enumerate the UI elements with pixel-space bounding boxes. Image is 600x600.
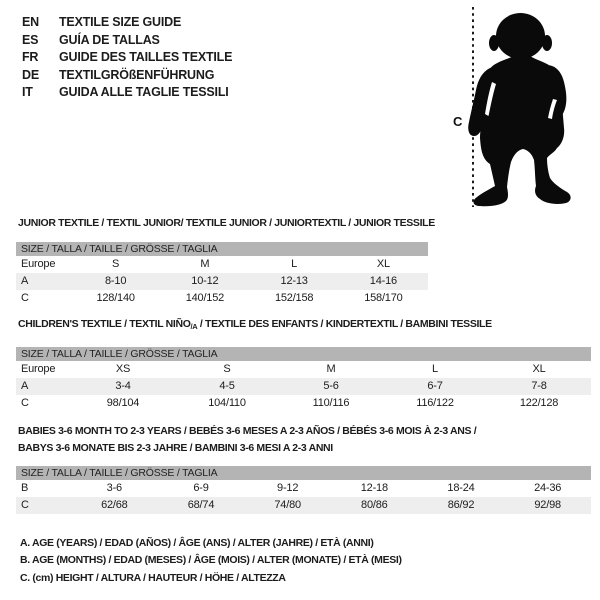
height-cell: 140/152 [185, 292, 225, 304]
size-header-row: SIZE / TALLA / TAILLE / GRÖSSE / TAGLIA [16, 347, 591, 361]
lang-code-en: EN [22, 15, 39, 29]
height-cell: 98/104 [106, 397, 140, 409]
size-header-row: SIZE / TALLA / TAILLE / GRÖSSE / TAGLIA [16, 242, 428, 256]
age-cell: 9-12 [277, 482, 299, 494]
lang-code-it: IT [22, 85, 33, 100]
footnote-b: B. AGE (MONTHS) / EDAD (MESES) / ÂGE (MOIS) / ALTER (MONATE) / ETÀ (MESI) [20, 554, 402, 567]
table-row-age [16, 378, 591, 395]
children-section-title [18, 318, 492, 331]
height-cell: 104/110 [208, 397, 246, 409]
row-label: A [21, 380, 29, 392]
age-cell: 4-5 [219, 380, 235, 392]
table-row-age-months [16, 480, 591, 497]
babies-title-line2: BABYS 3-6 MONATE BIS 2-3 JAHRE / BAMBINI 3-6 MESI A 2-3 ANNI [18, 442, 333, 454]
junior-size-table [16, 242, 428, 307]
height-cell: 122/128 [519, 397, 559, 409]
age-cell: 8-10 [105, 275, 127, 287]
height-cell: 92/98 [534, 499, 561, 511]
row-label: B [21, 482, 29, 494]
junior-section-title: JUNIOR TEXTILE / TEXTIL JUNIOR/ TEXTILE JUNIOR / JUNIORTEXTIL / JUNIOR TESSILE [18, 217, 435, 229]
lang-code-de: DE [22, 67, 39, 82]
size-cell: M [200, 258, 210, 270]
age-cell: 3-4 [115, 380, 131, 392]
row-label: Europe [21, 258, 56, 270]
height-cell: 68/74 [187, 499, 215, 511]
lang-text-it: GUIDA ALLE TAGLIE TESSILI [59, 85, 229, 100]
height-cell: 62/68 [101, 499, 128, 511]
table-row-height [16, 497, 591, 514]
row-label: Europe [21, 363, 56, 375]
table-row-europe [16, 256, 428, 273]
size-cell: XL [376, 258, 390, 270]
size-header-row: SIZE / TALLA / TAILLE / GRÖSSE / TAGLIA [16, 466, 591, 480]
lang-text-de: TEXTILGRÖßENFÜHRUNG [59, 67, 215, 82]
age-cell: 6-7 [427, 380, 443, 392]
lang-text-fr: GUIDE DES TAILLES TEXTILE [59, 50, 233, 65]
footnotes [20, 535, 402, 587]
height-cell: 116/122 [416, 397, 454, 409]
age-cell: 7-8 [531, 380, 547, 392]
height-cell: 80/86 [361, 499, 388, 511]
children-title-suffix: / TEXTILE DES ENFANTS / KINDERTEXTIL / BAMBINI TESSILE [197, 318, 492, 330]
row-label: C [21, 292, 29, 304]
lang-code-fr: FR [22, 50, 39, 65]
age-cell: 12-18 [360, 482, 388, 494]
row-label: C [21, 397, 29, 409]
height-cell: 74/80 [274, 499, 301, 511]
footnote-a: A. AGE (YEARS) / EDAD (AÑOS) / ÂGE (ANS) / ALTER (JAHRE) / ETÀ (ANNI) [20, 537, 374, 549]
age-cell: 3-6 [106, 482, 122, 494]
age-cell: 24-36 [534, 482, 562, 494]
size-cell: M [326, 363, 336, 375]
age-cell: 6-9 [193, 482, 209, 494]
babies-size-table [16, 466, 591, 514]
footnote-c: C. (cm) HEIGHT / ALTURA / HAUTEUR / HÖHE / ALTEZZA [20, 571, 286, 584]
height-cell: 128/140 [96, 292, 135, 304]
children-size-table [16, 347, 591, 412]
height-cell: 152/158 [274, 292, 314, 304]
baby-figure [440, 4, 585, 211]
children-title-prefix: CHILDREN'S TEXTILE / TEXTIL NIÑO [18, 318, 191, 330]
age-cell: 5-6 [323, 380, 339, 392]
height-cell: 158/170 [364, 292, 403, 304]
row-label: A [21, 275, 29, 287]
table-row-age [16, 273, 428, 290]
lang-text-en: TEXTILE SIZE GUIDE [59, 15, 182, 29]
age-cell: 18-24 [447, 482, 475, 494]
size-cell: XL [532, 363, 546, 375]
lang-text-es: GUÍA DE TALLAS [59, 32, 160, 47]
height-cell: 86/92 [447, 499, 475, 511]
baby-silhouette-svg [440, 4, 585, 211]
babies-title-line1: BABIES 3-6 MONTH TO 2-3 YEARS / BEBÉS 3-6 MESES A 2-3 AÑOS / BÉBÉS 3-6 MOIS À 2-3 ANS / [18, 425, 477, 437]
age-cell: 14-16 [369, 275, 397, 287]
size-cell: S [112, 258, 120, 270]
age-cell: 10-12 [191, 275, 219, 287]
toddler-silhouette [468, 13, 570, 206]
size-cell: L [432, 363, 438, 375]
size-cell: S [223, 363, 231, 375]
height-cell: 110/116 [312, 397, 350, 409]
language-header [22, 14, 232, 102]
babies-section-title [18, 423, 476, 457]
size-cell: XS [115, 363, 131, 375]
children-title-sub: /A [190, 322, 198, 331]
size-cell: L [291, 258, 298, 270]
table-row-europe [16, 361, 591, 378]
table-row-height [16, 395, 591, 412]
row-label: C [21, 499, 29, 511]
table-row-height [16, 290, 428, 307]
height-label: C [453, 114, 463, 129]
lang-code-es: ES [22, 32, 39, 47]
age-cell: 12-13 [280, 275, 308, 287]
